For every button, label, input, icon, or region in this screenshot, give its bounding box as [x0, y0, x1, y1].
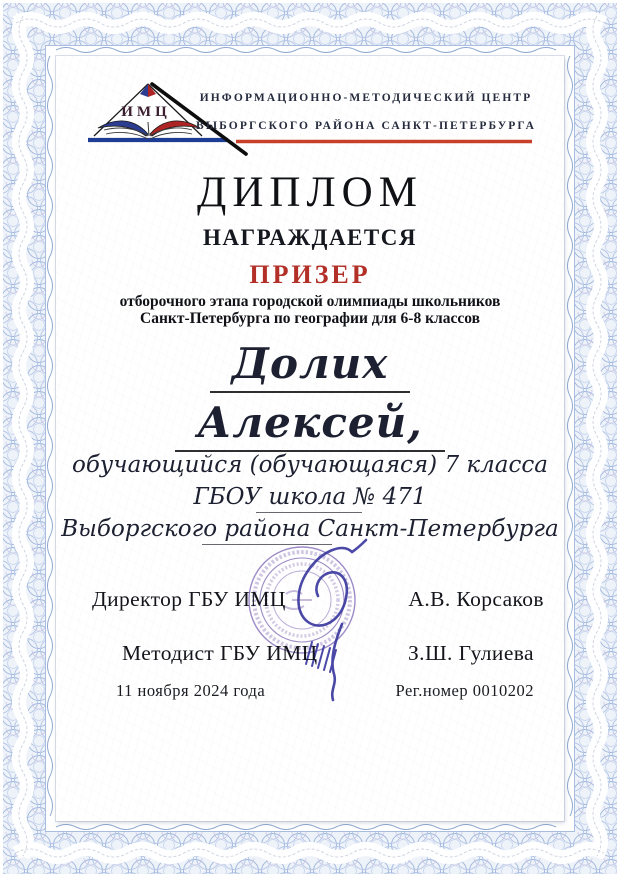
- content-panel: [56, 56, 564, 821]
- handwritten-signature-icon: [298, 540, 366, 700]
- open-book-icon: [98, 121, 200, 139]
- org-name-line1: ИНФОРМАЦИОННО-МЕТОДИЧЕСКИЙ ЦЕНТР: [199, 92, 533, 104]
- recipient-last-name-row: [56, 339, 564, 393]
- awarded-label: НАГРАЖДАЕТСЯ: [203, 225, 417, 250]
- event-line2: Санкт-Петербурга по географии для 6-8 классов: [140, 310, 480, 327]
- logo-text: ИМЦ: [121, 104, 171, 120]
- event-description: [56, 293, 564, 327]
- award-status: ПРИЗЕР: [249, 260, 371, 289]
- signature-role-methodist: Методист ГБУ ИМЦ: [122, 641, 318, 665]
- recipient-last-name: Долих: [210, 339, 411, 393]
- round-seal-icon: [249, 547, 355, 653]
- recipient-first-name: Алексей,: [175, 398, 445, 452]
- signature-name-director: А.В. Корсаков: [408, 587, 544, 611]
- signature-role-director: Директор ГБУ ИМЦ: [92, 587, 286, 611]
- student-info-line1: обучающийся (обучающаяся) 7 класса: [72, 452, 548, 478]
- student-info-line2: ГБОУ школа № 471: [193, 484, 427, 510]
- signature-name-methodist: З.Ш. Гулиева: [408, 641, 534, 665]
- diploma-title: ДИПЛОМ: [197, 169, 423, 216]
- org-name-line2: ВЫБОРГСКОГО РАЙОНА САНКТ-ПЕТЕРБУРГА: [196, 120, 536, 132]
- issue-date: 11 ноября 2024 года: [116, 681, 266, 700]
- recipient-first-name-row: [56, 398, 564, 452]
- blank-underline: [256, 512, 362, 513]
- official-stamp-icon: [234, 524, 404, 736]
- event-line1: отборочного этапа городской олимпиады школьников: [119, 293, 501, 310]
- student-info-line3: Выборгского района Санкт-Петербурга: [61, 516, 559, 542]
- registration-number: Рег.номер 0010202: [395, 681, 534, 700]
